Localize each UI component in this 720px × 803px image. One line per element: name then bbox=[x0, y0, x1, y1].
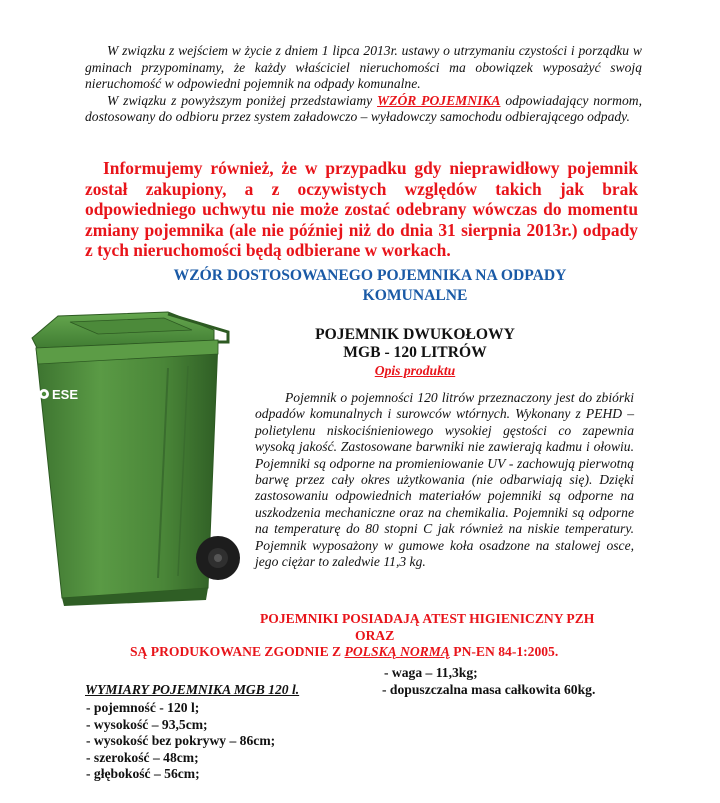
dimension-weight: - waga – 11,3kg; bbox=[384, 665, 478, 680]
section-title-line1: WZÓR DOSTOSOWANEGO POJEMNIKA NA ODPADY bbox=[173, 267, 567, 284]
dimension-depth: - głębokość – 56cm; bbox=[86, 766, 200, 782]
product-subtitle: Opis produktu bbox=[374, 362, 456, 378]
product-name-line2: MGB - 120 LITRÓW bbox=[343, 344, 487, 362]
product-description bbox=[255, 390, 634, 570]
bin-illustration bbox=[18, 308, 246, 608]
dimensions-title bbox=[85, 682, 325, 699]
dimensions-right bbox=[382, 665, 682, 698]
warning-body: Informujemy również, że w przypadku gdy nieprawidłowy pojemnik został zakupiony, a z oczywistych względów takich jak brak odpowiedniego uchwytu nie może zostać odebrany wówczas do momentu zmiany pojemnika (ale nie później niż do dnia 31 sierpnia 2013r.) odpady z tych nieruchomości będą odbierane w workach. bbox=[85, 158, 638, 261]
attest-block bbox=[100, 611, 640, 661]
intro-paragraph-1: W związku z wejściem w życie z dniem 1 lipca 2013r. ustawy o utrzymaniu czystości i porządku w gminach przypominamy, że każdy właściciel nieruchomości ma obowiązek wyposażyć swoją nieruchomość w odpowiedni pojemnik na odpady komunalne. bbox=[85, 43, 642, 91]
attest-line3-norm: POLSKĄ NORMĄ bbox=[344, 644, 450, 659]
intro-p2-text: W związku z powyższym poniżej przedstawiamy bbox=[107, 92, 378, 108]
product-description-text: Pojemnik o pojemności 120 litrów przeznaczony jest do zbiórki odpadów komunalnych i surowców wtórnych. Wykonany z PEHD – polietylenu niskociśnieniowego wysokiej gęstości co zapewnia wysoką jakość. Zastosowane barwniki nie zawierają kadmu i ołowiu. Pojemniki są odporne na promieniowanie UV - zachowują pierwotną barwę przez cały okres użytkowania (nie odbarwiają się). Dzięki zastosowaniu odpowiednich materiałów pojemniki są odporne na uszkodzenia mechaniczne oraz na chemikalia. Pojemniki są odporne na temperaturę do 80 stopni C jak również na niskie temperatury. Pojemnik wyposażony w gumowe koła osadzone na stalowej osce, jego ciężar to zaledwie 11,3 kg. bbox=[255, 390, 634, 570]
intro-paragraph-2 bbox=[85, 93, 642, 126]
attest-line2: ORAZ bbox=[355, 627, 395, 643]
attest-line3-b: PN-EN 84-1:2005. bbox=[449, 644, 559, 659]
dimension-capacity: - pojemność - 120 l; bbox=[86, 700, 200, 715]
brand-logo-text: ESE bbox=[52, 387, 79, 402]
attest-line1: POJEMNIKI POSIADAJĄ ATEST HIGIENICZNY PZH bbox=[260, 611, 595, 626]
bin-image bbox=[18, 308, 246, 608]
warning-text bbox=[85, 158, 638, 261]
dimension-height: - wysokość – 93,5cm; bbox=[86, 716, 208, 732]
section-title bbox=[150, 266, 590, 306]
dimensions-title-text: WYMIARY POJEMNIKA MGB 120 l. bbox=[85, 682, 300, 697]
dimension-width: - szerokość – 48cm; bbox=[86, 749, 199, 765]
dimension-max-mass: - dopuszczalna masa całkowita 60kg. bbox=[382, 681, 596, 697]
attest-line3-a: SĄ PRODUKOWANE ZGODNIE Z bbox=[130, 644, 345, 659]
attest-line3 bbox=[100, 644, 640, 661]
dimensions-left bbox=[86, 700, 386, 783]
wheel bbox=[196, 536, 240, 580]
intro-text bbox=[85, 43, 642, 126]
intro-highlight: WZÓR POJEMNIKA bbox=[377, 92, 501, 108]
section-title-line2: KOMUNALNE bbox=[362, 287, 468, 304]
product-name-line1: POJEMNIK DWUKOŁOWY bbox=[315, 326, 515, 343]
dimension-height-no-lid: - wysokość bez pokrywy – 86cm; bbox=[86, 733, 276, 749]
product-heading bbox=[300, 326, 530, 378]
intro-p2-tail: odpowiadający normom, dostosowany do odbioru przez system załadowczo – wyładowczy samochodu odbierającego odpady. bbox=[85, 92, 642, 124]
